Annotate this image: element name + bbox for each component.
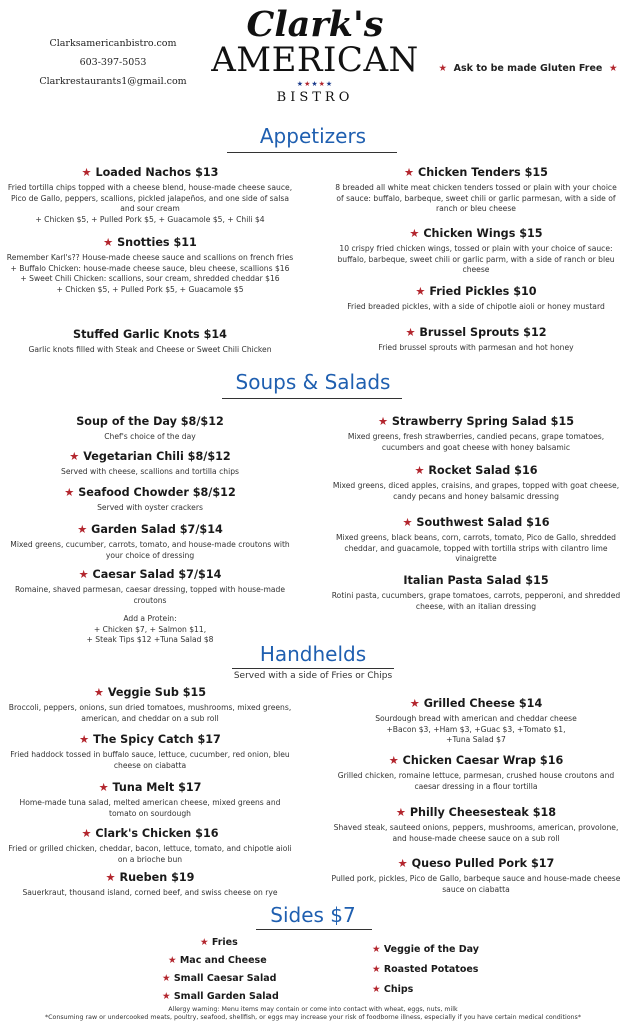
menu-item-snotties bbox=[5, 236, 295, 295]
star-icon: ★ bbox=[325, 80, 334, 88]
menu-item-name bbox=[331, 806, 621, 820]
menu-item-name bbox=[331, 326, 621, 340]
menu-item-description: Sourdough bread with american and cheddar cheese +Bacon $3, +Ham $3, +Guac $3, +Tomato $1, +Tuna Salad $7 bbox=[375, 714, 577, 744]
menu-item-title: Tuna Melt $17 bbox=[112, 781, 202, 794]
star-icon: ★ bbox=[168, 955, 177, 966]
menu-item-title: Vegetarian Chili $8/$12 bbox=[83, 450, 231, 463]
star-icon: ★ bbox=[79, 733, 90, 746]
section-title-handhelds: Handhelds bbox=[259, 642, 367, 666]
menu-item-description: Grilled chicken, romaine lettuce, parmesan, crushed house croutons and caesar dressing in a flour tortilla bbox=[337, 771, 615, 791]
star-icon: ★ bbox=[402, 516, 413, 529]
menu-item-title: Fried Pickles $10 bbox=[429, 285, 537, 298]
menu-item-description: Romaine, shaved parmesan, caesar dressing, topped with house-made croutons bbox=[14, 585, 286, 605]
handhelds-subtitle: Served with a side of Fries or Chips bbox=[233, 671, 393, 681]
star-icon: ★ bbox=[405, 326, 416, 339]
side-item-small-garden-salad bbox=[162, 991, 279, 1002]
star-icon: ★ bbox=[81, 166, 92, 179]
side-item-label: Mac and Cheese bbox=[179, 955, 267, 966]
side-item-chips bbox=[372, 984, 413, 995]
section-divider bbox=[222, 398, 402, 399]
menu-item-title: Clark's Chicken $16 bbox=[95, 827, 219, 840]
menu-item-title: Chicken Tenders $15 bbox=[417, 166, 548, 179]
menu-item-southwest-salad bbox=[331, 516, 621, 565]
side-item-label: Small Garden Salad bbox=[173, 991, 279, 1002]
menu-item-description: Fried tortilla chips topped with a cheese blend, house-made cheese sauce, Pico de Gallo, peppers, scallions, pickled jalapeños, and one side of salsa and sour cream + Chicken $5, + Pulled Pork $5, + Guacamole $5, + Chili $4 bbox=[7, 183, 293, 224]
menu-item-name bbox=[331, 574, 621, 588]
star-icon: ★ bbox=[105, 871, 116, 884]
star-icon: ★ bbox=[69, 450, 80, 463]
menu-item-name bbox=[331, 754, 621, 768]
menu-item-name bbox=[331, 415, 621, 429]
star-icon: ★ bbox=[162, 991, 171, 1002]
menu-item-loaded-nachos bbox=[5, 166, 295, 225]
menu-item-title: Grilled Cheese $14 bbox=[423, 697, 543, 710]
menu-item-vegetarian-chili bbox=[5, 450, 295, 478]
menu-item-title: Loaded Nachos $13 bbox=[95, 166, 219, 179]
menu-item-description: Mixed greens, fresh strawberries, candied pecans, grape tomatoes, cucumbers and goat cheese with honey balsamic bbox=[347, 432, 605, 452]
menu-item-description: Garlic knots filled with Steak and Cheese or Sweet Chili Chicken bbox=[28, 345, 272, 354]
section-divider bbox=[232, 668, 394, 669]
menu-item-description: Mixed greens, black beans, corn, carrots, tomato, Pico de Gallo, shredded cheddar, and guacamole, topped with tortilla strips with cilantro lime vinaigrette bbox=[335, 533, 617, 563]
menu-item-title: Southwest Salad $16 bbox=[416, 516, 550, 529]
star-icon: ★ bbox=[609, 63, 618, 74]
menu-item-title: Brussel Sprouts $12 bbox=[419, 326, 547, 339]
menu-item-name bbox=[5, 568, 295, 582]
side-item-fries bbox=[200, 937, 238, 948]
logo-script-text: Clark's bbox=[246, 4, 384, 45]
menu-item-veggie-sub bbox=[5, 686, 295, 724]
star-icon: ★ bbox=[414, 464, 425, 477]
menu-item-name bbox=[331, 227, 621, 241]
star-icon: ★ bbox=[415, 285, 426, 298]
star-icon: ★ bbox=[404, 166, 415, 179]
menu-item-name bbox=[331, 857, 621, 871]
star-icon: ★ bbox=[93, 686, 104, 699]
gluten-free-text: Ask to be made Gluten Free bbox=[453, 63, 603, 74]
side-item-label: Small Caesar Salad bbox=[173, 973, 277, 984]
restaurant-logo bbox=[200, 4, 430, 112]
section-title-soups-salads: Soups & Salads bbox=[235, 370, 391, 394]
menu-item-philly-cheesesteak bbox=[331, 806, 621, 844]
star-icon: ★ bbox=[372, 944, 381, 955]
menu-item-name bbox=[5, 686, 295, 700]
menu-item-the-spicy-catch bbox=[5, 733, 295, 771]
menu-item-description: 10 crispy fried chicken wings, tossed or plain with your choice of sauce: buffalo, barbeque, sweet chili or garlic parm, with a side of ranch or bleu cheese bbox=[337, 244, 615, 274]
menu-item-description: Fried or grilled chicken, cheddar, bacon, lettuce, tomato, and chipotle aioli on a brioche bun bbox=[8, 844, 292, 864]
menu-item-description: Fried brussel sprouts with parmesan and hot honey bbox=[378, 343, 574, 352]
menu-item-name bbox=[5, 486, 295, 500]
menu-item-title: Italian Pasta Salad $15 bbox=[403, 574, 549, 587]
menu-item-title: Caesar Salad $7/$14 bbox=[92, 568, 222, 581]
menu-item-brussel-sprouts bbox=[331, 326, 621, 354]
side-item-mac-and-cheese bbox=[168, 955, 267, 966]
star-icon: ★ bbox=[397, 857, 408, 870]
menu-item-queso-pulled-pork bbox=[331, 857, 621, 895]
menu-item-description: Remember Karl's?? House-made cheese sauce and scallions on french fries + Buffalo Chicken: house-made cheese sauce, bleu cheese, scallions $16 + Sweet Chili Chicken: scallions, sour cream, shredded cheddar $16 + Chicken $5, + Pulled Pork $5, + Guacamole $5 bbox=[6, 253, 294, 294]
menu-item-name bbox=[5, 415, 295, 429]
menu-item-description: Pulled pork, pickles, Pico de Gallo, barbeque sauce and house-made cheese sauce on ciabatta bbox=[331, 874, 621, 894]
star-icon: ★ bbox=[77, 523, 88, 536]
menu-item-description: 8 breaded all white meat chicken tenders tossed or plain with your choice of sauce: buffalo, barbeque, sweet chili or garlic parmesan, with a side of ranch or bleu cheese bbox=[335, 183, 617, 213]
menu-item-description: Served with cheese, scallions and tortilla chips bbox=[61, 467, 239, 476]
side-item-roasted-potatoes bbox=[372, 964, 478, 975]
gluten-free-note bbox=[438, 63, 618, 74]
menu-item-clark-s-chicken bbox=[5, 827, 295, 865]
menu-item-strawberry-spring-salad bbox=[331, 415, 621, 453]
menu-item-name bbox=[5, 733, 295, 747]
menu-item-name bbox=[5, 450, 295, 464]
menu-item-chicken-caesar-wrap bbox=[331, 754, 621, 792]
menu-item-title: Seafood Chowder $8/$12 bbox=[78, 486, 236, 499]
menu-item-fried-pickles bbox=[331, 285, 621, 313]
menu-item-title: Chicken Caesar Wrap $16 bbox=[402, 754, 564, 767]
menu-item-description: Sauerkraut, thousand island, corned beef, and swiss cheese on rye bbox=[22, 888, 278, 897]
star-icon: ★ bbox=[438, 63, 447, 74]
menu-item-title: Philly Cheesesteak $18 bbox=[409, 806, 557, 819]
menu-item-name bbox=[5, 166, 295, 180]
star-icon: ★ bbox=[388, 754, 399, 767]
menu-item-name bbox=[5, 236, 295, 250]
menu-item-description: Broccoli, peppers, onions, sun dried tomatoes, mushrooms, mixed greens, american, and cheddar on a sub roll bbox=[8, 703, 292, 723]
menu-item-description: Rotini pasta, cucumbers, grape tomatoes, carrots, pepperoni, and shredded cheese, with an italian dressing bbox=[331, 591, 621, 611]
menu-item-rueben bbox=[5, 871, 295, 899]
menu-item-description: Chef's choice of the day bbox=[104, 432, 196, 441]
star-icon: ★ bbox=[64, 486, 75, 499]
menu-item-description: Home-made tuna salad, melted american cheese, mixed greens and tomato on sourdough bbox=[19, 798, 281, 818]
phone-text: 603-397-5053 bbox=[79, 57, 147, 68]
menu-item-title: Garden Salad $7/$14 bbox=[91, 523, 223, 536]
menu-item-name bbox=[331, 464, 621, 478]
menu-item-title: Chicken Wings $15 bbox=[423, 227, 543, 240]
menu-item-name bbox=[331, 697, 621, 711]
star-icon: ★ bbox=[81, 827, 92, 840]
menu-item-chicken-tenders bbox=[331, 166, 621, 215]
menu-item-title: Strawberry Spring Salad $15 bbox=[391, 415, 575, 428]
menu-item-chicken-wings bbox=[331, 227, 621, 276]
menu-item-title: Queso Pulled Pork $17 bbox=[411, 857, 555, 870]
menu-item-title: The Spicy Catch $17 bbox=[93, 733, 221, 746]
star-icon: ★ bbox=[311, 80, 319, 88]
section-title-appetizers: Appetizers bbox=[259, 124, 367, 148]
menu-item-name bbox=[331, 166, 621, 180]
star-icon: ★ bbox=[162, 973, 171, 984]
side-item-veggie-of-the-day bbox=[372, 944, 479, 955]
menu-item-name bbox=[5, 523, 295, 537]
side-item-label: Roasted Potatoes bbox=[383, 964, 479, 975]
menu-item-description: Mixed greens, diced apples, craisins, and grapes, topped with goat cheese, candy pecans and honey balsamic dressing bbox=[332, 481, 620, 501]
side-item-small-caesar-salad bbox=[162, 973, 276, 984]
menu-item-title: Snotties $11 bbox=[117, 236, 197, 249]
email-text: Clarkrestaurants1@gmail.com bbox=[39, 76, 187, 87]
menu-item-title: Rueben $19 bbox=[119, 871, 195, 884]
section-divider bbox=[227, 152, 397, 153]
menu-item-description: Shaved steak, sauteed onions, peppers, mushrooms, american, provolone, and house-made cheese sauce on a sub roll bbox=[333, 823, 619, 843]
star-icon: ★ bbox=[409, 697, 420, 710]
menu-item-title: Soup of the Day $8/$12 bbox=[76, 415, 224, 428]
logo-sub-text: BISTRO bbox=[276, 90, 354, 105]
allergy-warning: Allergy warning: Menu items may contain or come into contact with wheat, eggs, nuts, milk bbox=[168, 1006, 458, 1013]
star-icon: ★ bbox=[200, 937, 209, 948]
menu-item-title: Rocket Salad $16 bbox=[428, 464, 538, 477]
star-icon: ★ bbox=[103, 236, 114, 249]
side-item-label: Chips bbox=[383, 984, 414, 995]
star-icon: ★ bbox=[409, 227, 420, 240]
menu-item-name bbox=[331, 285, 621, 299]
menu-item-garden-salad bbox=[5, 523, 295, 561]
logo-main-text: AMERICAN bbox=[211, 40, 419, 80]
menu-item-grilled-cheese bbox=[331, 697, 621, 746]
consumer-advisory: *Consuming raw or undercooked meats, poultry, seafood, shellfish, or eggs may increase your risk of foodborne illness, especially if you have certain medical conditions* bbox=[45, 1014, 581, 1021]
menu-item-title: Veggie Sub $15 bbox=[107, 686, 207, 699]
section-divider bbox=[256, 929, 372, 930]
menu-item-name bbox=[5, 781, 295, 795]
menu-item-stuffed-garlic-knots bbox=[5, 328, 295, 356]
side-item-label: Veggie of the Day bbox=[383, 944, 479, 955]
star-icon: ★ bbox=[372, 964, 381, 975]
star-icon: ★ bbox=[78, 568, 89, 581]
protein-note: Add a Protein: + Chicken $7, + Salmon $11, + Steak Tips $12 +Tuna Salad $8 bbox=[86, 614, 214, 644]
menu-item-tuna-melt bbox=[5, 781, 295, 819]
menu-item-description: Served with oyster crackers bbox=[97, 503, 203, 512]
menu-item-name bbox=[5, 827, 295, 841]
menu-item-soup-of-the-day bbox=[5, 415, 295, 443]
star-icon: ★ bbox=[304, 80, 312, 88]
menu-item-caesar-salad bbox=[5, 568, 295, 606]
menu-item-seafood-chowder bbox=[5, 486, 295, 514]
menu-item-name bbox=[331, 516, 621, 530]
star-icon: ★ bbox=[296, 80, 305, 88]
menu-item-description: Fried haddock tossed in buffalo sauce, lettuce, cucumber, red onion, bleu cheese on ciabatta bbox=[10, 750, 290, 770]
menu-item-italian-pasta-salad bbox=[331, 574, 621, 612]
star-icon: ★ bbox=[377, 415, 388, 428]
star-icon: ★ bbox=[395, 806, 406, 819]
logo-stars bbox=[200, 80, 430, 88]
menu-item-rocket-salad bbox=[331, 464, 621, 502]
menu-item-name bbox=[5, 328, 295, 342]
star-icon: ★ bbox=[98, 781, 109, 794]
menu-item-name bbox=[5, 871, 295, 885]
menu-item-title: Stuffed Garlic Knots $14 bbox=[73, 328, 227, 341]
section-title-sides: Sides $7 bbox=[270, 903, 356, 927]
side-item-label: Fries bbox=[211, 937, 238, 948]
website-text: Clarksamericanbistro.com bbox=[49, 38, 177, 49]
menu-item-description: Mixed greens, cucumber, carrots, tomato, and house-made croutons with your choice of dressing bbox=[10, 540, 290, 560]
star-icon: ★ bbox=[372, 984, 381, 995]
star-icon: ★ bbox=[318, 80, 326, 88]
menu-item-description: Fried breaded pickles, with a side of chipotle aioli or honey mustard bbox=[347, 302, 605, 311]
